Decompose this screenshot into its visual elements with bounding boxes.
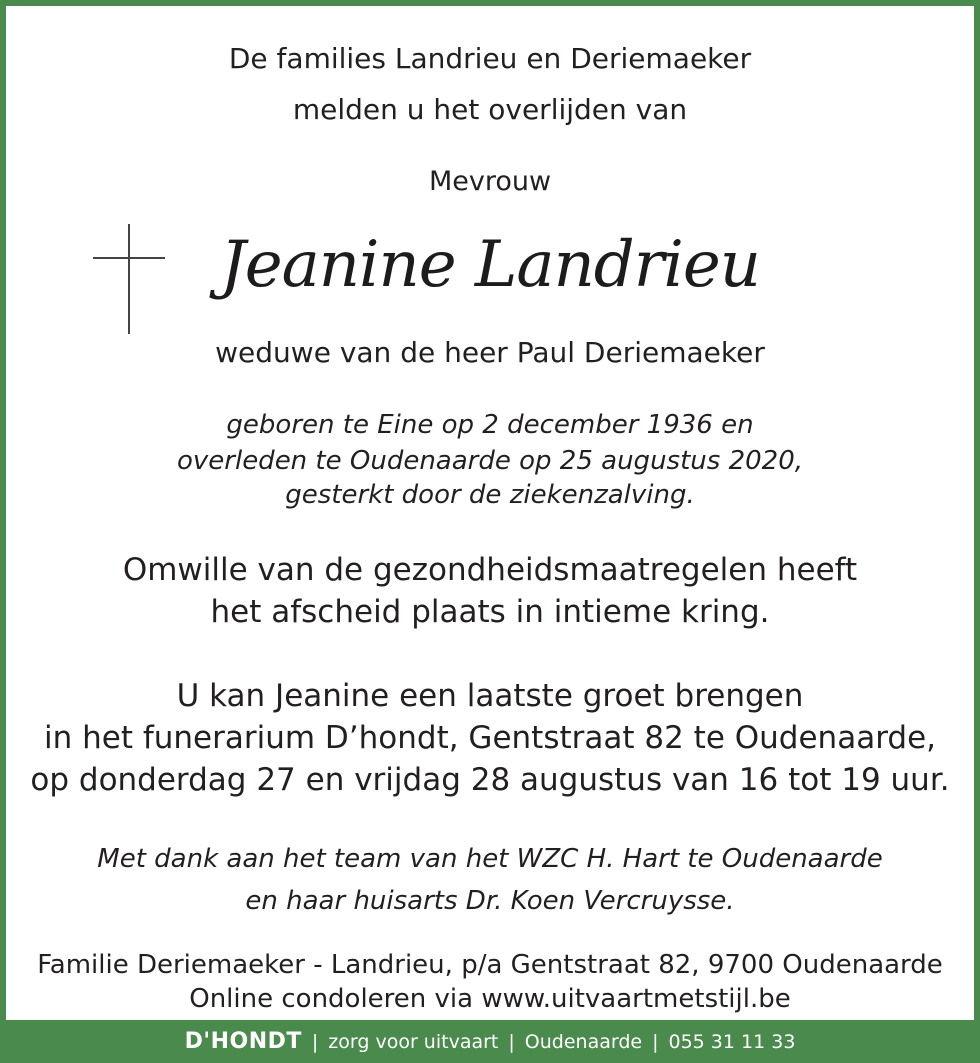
footer-tagline: zorg voor uitvaart [328, 1030, 499, 1053]
online-condolences[interactable]: Online condoleren via www.uitvaartmetstijl.be [189, 984, 791, 1014]
separator: | [508, 1030, 515, 1053]
deceased-name: Jeanine Landrieu [220, 228, 760, 302]
separator: | [652, 1030, 659, 1053]
spouse-line: weduwe van de heer Paul Deriemaeker [215, 336, 765, 369]
footer-city: Oudenaarde [524, 1030, 643, 1053]
birth-line: geboren te Eine op 2 december 1936 en [226, 410, 754, 440]
death-line: overleden te Oudenaarde op 25 augustus 2020, [176, 446, 804, 476]
obituary-card [6, 6, 974, 1020]
thanks-line-2: en haar huisarts Dr. Koen Vercruysse. [245, 886, 735, 916]
intro-line-1: De families Landrieu en Deriemaeker [228, 42, 752, 75]
thanks-line-1: Met dank aan het team van het WZC H. Hart te Oudenaarde [97, 844, 883, 874]
family-address: Familie Deriemaeker - Landrieu, p/a Gentstraat 82, 9700 Oudenaarde [37, 950, 943, 980]
visit-line-3: op donderdag 27 en vrijdag 28 augustus van 16 tot 19 uur. [30, 762, 950, 798]
intro-line-2: melden u het overlijden van [292, 93, 688, 126]
separator: | [311, 1030, 319, 1053]
brand-logo: D'HONDT [184, 1029, 302, 1054]
sacrament-line: gesterkt door de ziekenzalving. [285, 480, 695, 510]
farewell-line-1: Omwille van de gezondheidsmaatregelen heeft [122, 552, 858, 588]
visit-line-1: U kan Jeanine een laatste groet brengen [176, 678, 804, 714]
visit-line-2: in het funerarium D’hondt, Gentstraat 82 te Oudenaarde, [43, 720, 937, 756]
footer-bar [0, 1020, 980, 1063]
footer-phone[interactable]: 055 31 11 33 [668, 1030, 796, 1053]
farewell-line-2: het afscheid plaats in intieme kring. [210, 594, 770, 630]
honorific: Mevrouw [428, 166, 552, 197]
